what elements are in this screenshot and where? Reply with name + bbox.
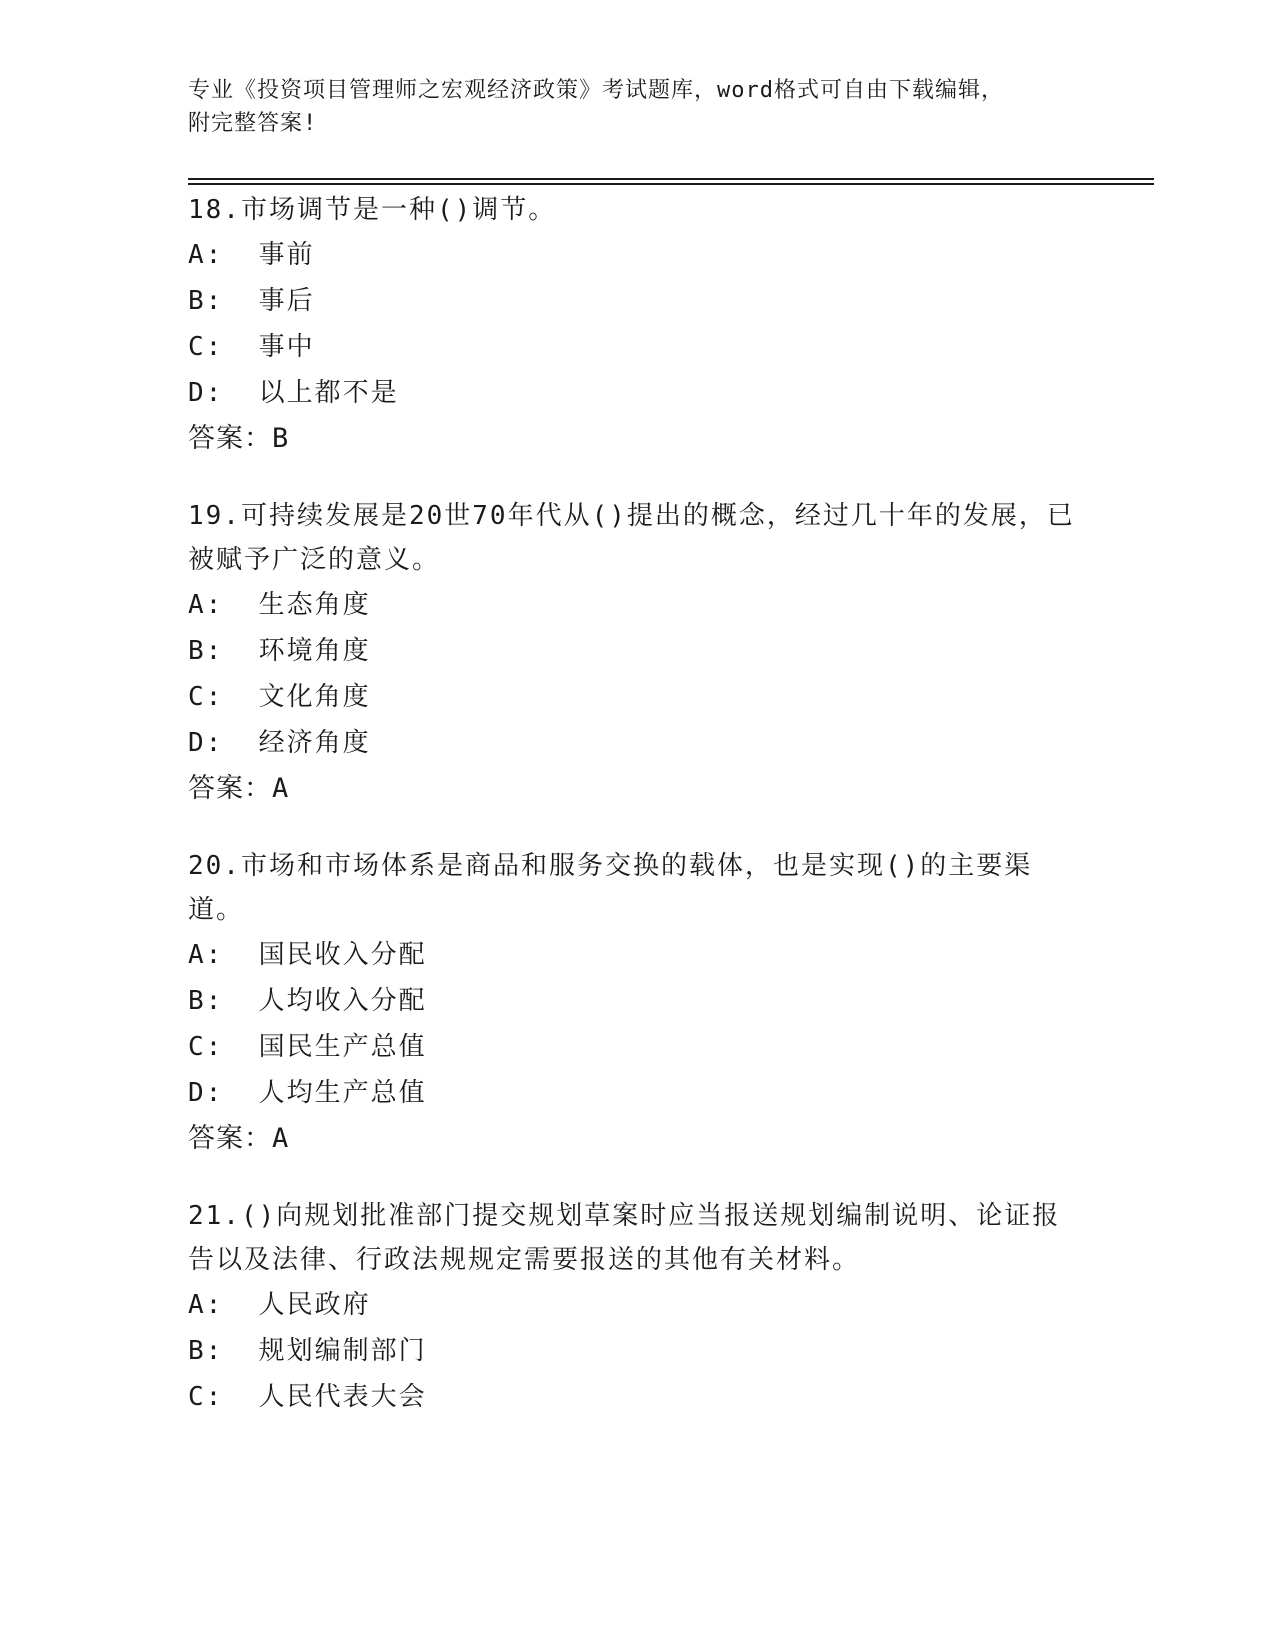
answer-value: A [272, 1123, 290, 1154]
option-b: B: 规划编制部门 [188, 1336, 427, 1366]
question-text: 20.市场和市场体系是商品和服务交换的载体，也是实现()的主要渠道。 [188, 851, 1033, 925]
question-text: 21.()向规划批准部门提交规划草案时应当报送规划编制说明、论证报告以及法律、行政法规规定需要报送的其他有关材料。 [188, 1201, 1061, 1275]
option-b: B: 人均收入分配 [188, 986, 427, 1016]
option-d: D: 以上都不是 [188, 378, 399, 408]
document-header [188, 74, 1088, 140]
answer [188, 1116, 1088, 1162]
answer-label: 答案： [188, 1123, 272, 1154]
question-21 [188, 1194, 1088, 1420]
option-c: C: 文化角度 [188, 682, 371, 712]
option-a: A: 生态角度 [188, 590, 371, 620]
answer [188, 766, 1088, 812]
option-a: A: 事前 [188, 240, 315, 270]
question-20 [188, 844, 1088, 1162]
option-c: C: 国民生产总值 [188, 1032, 427, 1062]
option-c: C: 人民代表大会 [188, 1382, 427, 1412]
question-text: 19.可持续发展是20世70年代从()提出的概念，经过几十年的发展，已被赋予广泛的意义。 [188, 501, 1075, 575]
answer-value: B [272, 423, 290, 454]
question-19 [188, 494, 1088, 812]
option-c: C: 事中 [188, 332, 315, 362]
question-18 [188, 188, 1088, 462]
answer-label: 答案： [188, 423, 272, 454]
question-text: 18.市场调节是一种()调节。 [188, 195, 557, 225]
option-a: A: 人民政府 [188, 1290, 371, 1320]
header-line-2: 附完整答案! [188, 111, 318, 136]
answer-label: 答案： [188, 773, 272, 804]
option-d: D: 人均生产总值 [188, 1078, 427, 1108]
answer [188, 416, 1088, 462]
header-line-1: 专业《投资项目管理师之宏观经济政策》考试题库，word格式可自由下载编辑， [188, 78, 1004, 103]
answer-value: A [272, 773, 290, 804]
header-divider-top [188, 178, 1154, 180]
option-b: B: 事后 [188, 286, 315, 316]
option-b: B: 环境角度 [188, 636, 371, 666]
option-a: A: 国民收入分配 [188, 940, 427, 970]
header-divider-bottom [188, 183, 1154, 185]
option-d: D: 经济角度 [188, 728, 371, 758]
